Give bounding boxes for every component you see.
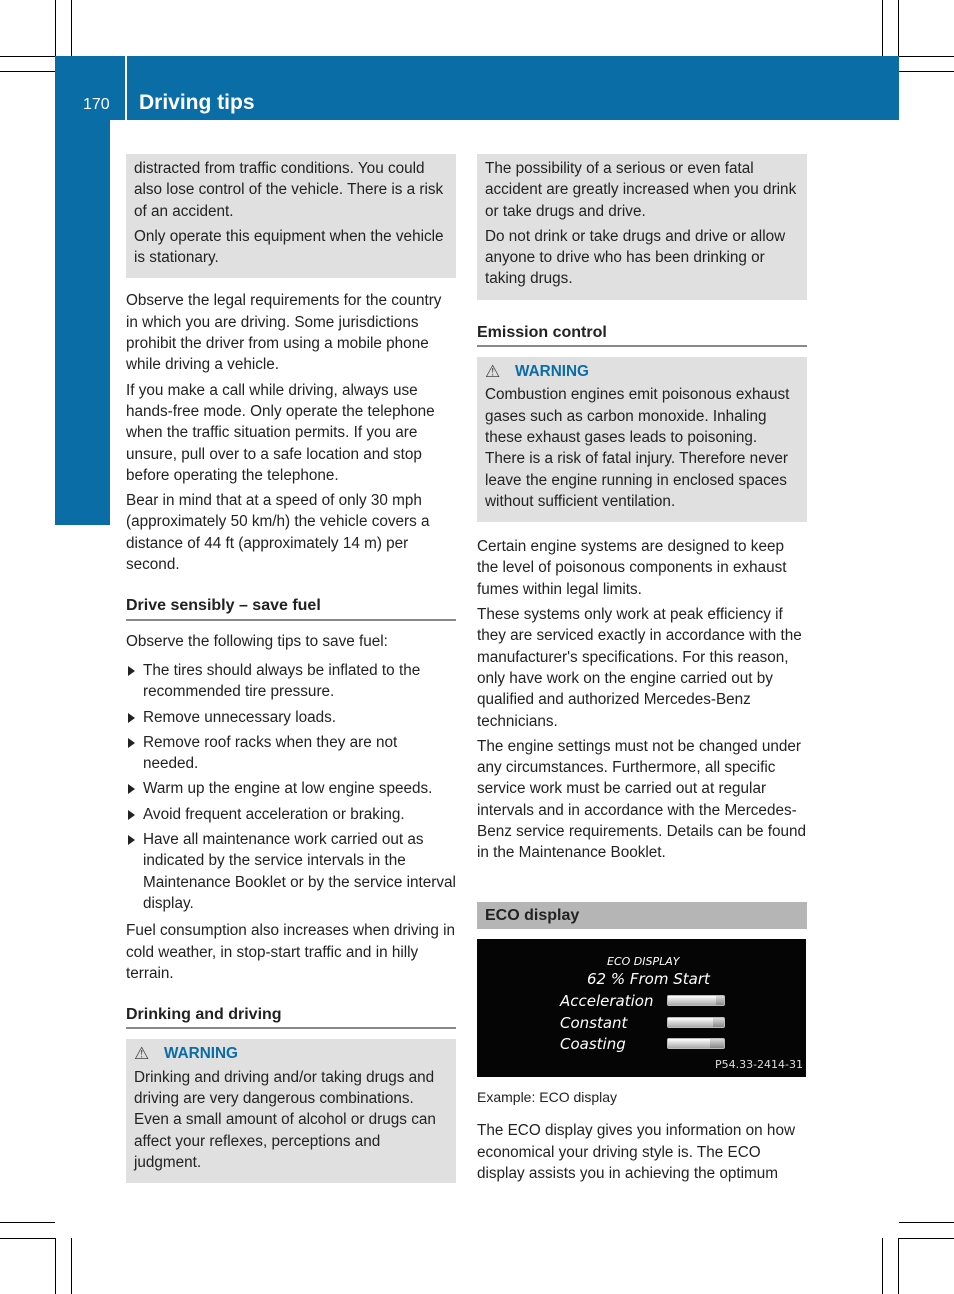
paragraph: Certain engine systems are designed to keep the level of poisonous components in exhaust fumes within legal limits. [477,538,787,598]
image-code: P54.33-2414-31 [714,1057,803,1071]
warning-box [126,1039,456,1183]
crop-mark [899,1238,954,1239]
paragraph: Only operate this equipment when the vehicle is stationary. [134,227,444,267]
eco-level-bar [667,1017,725,1028]
paragraph: The ECO display gives you information on how economical your driving style is. The ECO display assists you in achieving the optimum [477,1122,795,1182]
warning-header [485,361,799,382]
crop-mark [0,71,55,72]
warning-text: Combustion engines emit poisonous exhaust gases such as carbon monoxide. Inhaling these exhaust gases leads to poisoning. There is a risk of fatal injury. Therefore never leave the engine running in enclosed spaces without sufficient ventilation. [485,386,790,510]
warning-triangle-icon: ⚠ [485,362,501,382]
crop-mark [882,0,883,56]
paragraph: Observe the legal requirements for the country in which you are driving. Some jurisdictions prohibit the driver from using a mobile phone while driving a vehicle. [126,292,442,374]
crop-mark [882,1238,883,1294]
list-item: Have all maintenance work carried out as indicated by the service intervals in the Maintenance Booklet or by the service interval display. [126,829,456,914]
header-divider [125,56,127,120]
left-column [126,154,456,1183]
eco-from-start: 62 % From Start [587,969,710,988]
warning-continued-box [126,154,456,278]
warning-label: WARNING [515,363,589,381]
eco-level-bar [667,995,725,1006]
eco-title: ECO DISPLAY [607,954,680,968]
paragraph: Fuel consumption also increases when driving in cold weather, in stop-start traffic and in hilly terrain. [126,922,456,982]
crop-mark [0,1238,55,1239]
eco-row-label: Coasting [560,1034,626,1053]
crop-mark [71,1238,72,1294]
heading-emission-control: Emission control [477,322,807,347]
heading-eco-display: ECO display [477,902,807,929]
crop-mark [899,1222,954,1223]
list-item: Remove unnecessary loads. [126,707,456,728]
warning-label: WARNING [164,1045,238,1063]
heading-save-fuel: Drive sensibly – save fuel [126,595,456,620]
side-tab-label: Driving and parking [73,258,99,474]
list-item: Avoid frequent acceleration or braking. [126,804,456,825]
crop-mark [898,0,899,56]
paragraph: Do not drink or take drugs and drive or allow anyone to drive who has been drinking or taking drugs. [485,227,786,288]
list-item: The tires should always be inflated to the recommended tire pressure. [126,660,456,703]
paragraph: If you make a call while driving, always use hands-free mode. Only operate the telephone when the traffic situation permits. If you are unsure, pull over to a safe location and stop before operating the telephone. [126,381,435,484]
crop-mark [55,0,56,56]
crop-mark [898,1238,899,1294]
crop-mark [71,0,72,56]
crop-mark [0,56,55,57]
crop-mark [55,1238,56,1294]
paragraph: Observe the following tips to save fuel: [126,632,388,650]
warning-box [477,357,807,522]
warning-triangle-icon: ⚠ [134,1044,150,1064]
page-number: 170 [83,96,110,113]
list-item: Warm up the engine at low engine speeds. [126,778,456,799]
eco-display-image [477,939,806,1077]
paragraph: distracted from traffic conditions. You could also lose control of the vehicle. There is a risk of an accident. [134,160,444,220]
paragraph: The engine settings must not be changed under any circumstances. Furthermore, all specific service work must be carried out at regular intervals and in accordance with the Mercedes-Benz service requirements. Details can be found in the Maintenance Booklet. [477,737,807,862]
paragraph: These systems only work at peak efficiency if they are serviced exactly in accordance with the manufacturer's specifications. For this reason, only have work on the engine carried out by qualified and authorized Mercedes-Benz technicians. [477,606,802,730]
warning-header [134,1043,448,1064]
paragraph: Bear in mind that at a speed of only 30 mph (approximately 50 km/h) the vehicle covers a distance of 44 ft (approximately 14 m) per second. [126,492,430,574]
section-title: Driving tips [139,91,255,114]
crop-mark [899,71,954,72]
crop-mark [899,56,954,57]
paragraph: The possibility of a serious or even fatal accident are greatly increased when you drink or take drugs and drive. [485,160,797,220]
warning-continued-box [477,154,807,300]
list-item: Remove roof racks when they are not needed. [126,732,456,775]
image-caption: Example: ECO display [477,1088,618,1105]
heading-drinking-driving: Drinking and driving [126,1004,456,1029]
warning-text: Drinking and driving and/or taking drugs and driving are very dangerous combinations. Even a small amount of alcohol or drugs can affect your reflexes, perceptions and judgment. [134,1068,436,1171]
crop-mark [0,1222,55,1223]
eco-level-bar [667,1038,725,1049]
right-column [477,154,807,1188]
eco-row-label: Acceleration [560,991,654,1010]
fuel-tips-list [126,660,456,914]
eco-row-label: Constant [560,1013,628,1032]
